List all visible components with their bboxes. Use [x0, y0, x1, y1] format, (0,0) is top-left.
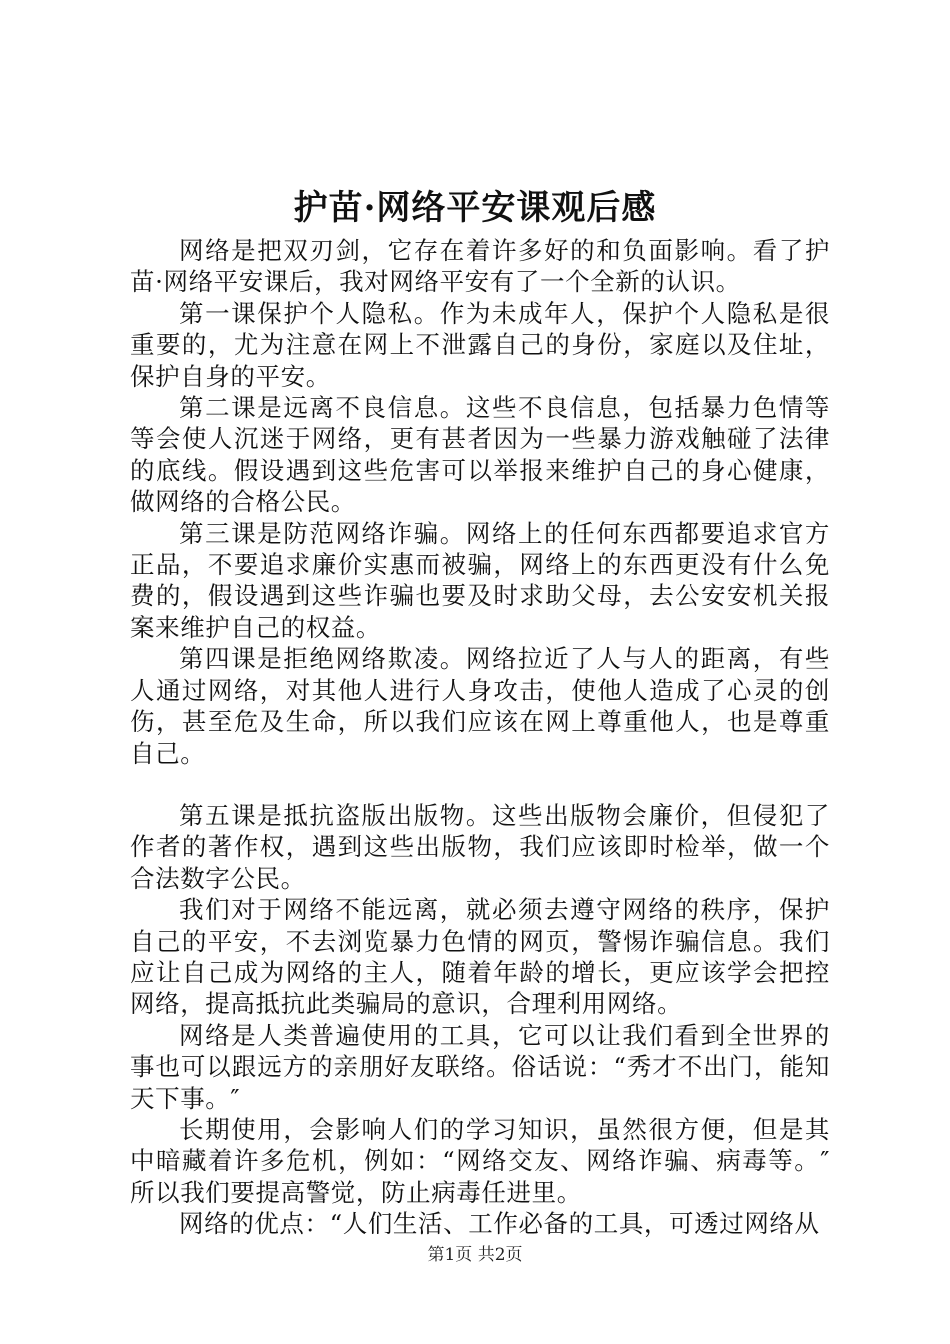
page-footer: 第1页 共2页: [427, 1245, 523, 1265]
paragraph-long-term-use: 长期使用，会影响人们的学习知识，虽然很方便，但是其中暗藏着许多危机，例如：“网络交友、网络诈骗、病毒等。″所以我们要提高警觉，防止病毒任进里。: [130, 1114, 830, 1207]
paragraph-reflection: 我们对于网络不能远离，就必须去遵守网络的秩序，保护自己的平安，不去浏览暴力色情的网页，警惕诈骗信息。我们应让自己成为网络的主人，随着年龄的增长，更应该学会把控网络，提高抵抗此类骗局的意识，合理利用网络。: [130, 895, 830, 1019]
document-body: [130, 235, 830, 1240]
paragraph-intro: 网络是把双刃剑，它存在着许多好的和负面影响。看了护苗·网络平安课后，我对网络平安有了一个全新的认识。: [130, 236, 830, 297]
paragraph-network-tool: 网络是人类普遍使用的工具，它可以让我们看到全世界的事也可以跟远方的亲朋好友联络。俗话说：“秀才不出门，能知天下事。″: [130, 1020, 830, 1113]
paragraph-advantages: 网络的优点：“人们生活、工作必备的工具，可透过网络从: [179, 1209, 820, 1239]
paragraph-lesson-4: 第四课是拒绝网络欺凌。网络拉近了人与人的距离，有些人通过网络，对其他人进行人身攻击，使他人造成了心灵的创伤，甚至危及生命，所以我们应该在网上尊重他人，也是尊重自己。: [130, 644, 830, 768]
paragraph-lesson-2: 第二课是远离不良信息。这些不良信息，包括暴力色情等等会使人沉迷于网络，更有甚者因为一些暴力游戏触碰了法律的底线。假设遇到这些危害可以举报来维护自己的身心健康，做网络的合格公民。: [130, 393, 830, 517]
document-title: 护苗·网络平安课观后感: [293, 188, 657, 228]
paragraph-lesson-3: 第三课是防范网络诈骗。网络上的任何东西都要追求官方正品，不要追求廉价实惠而被骗，网络上的东西更没有什么免费的，假设遇到这些诈骗也要及时求助父母，去公安安机关报案来维护自己的权益。: [130, 518, 830, 642]
paragraph-lesson-1: 第一课保护个人隐私。作为未成年人，保护个人隐私是很重要的，尤为注意在网上不泄露自己的身份，家庭以及住址，保护自身的平安。: [130, 298, 830, 391]
blank-line: [130, 769, 830, 800]
paragraph-lesson-5: 第五课是抵抗盗版出版物。这些出版物会廉价，但侵犯了作者的著作权，遇到这些出版物，我们应该即时检举，做一个合法数字公民。: [130, 800, 830, 893]
